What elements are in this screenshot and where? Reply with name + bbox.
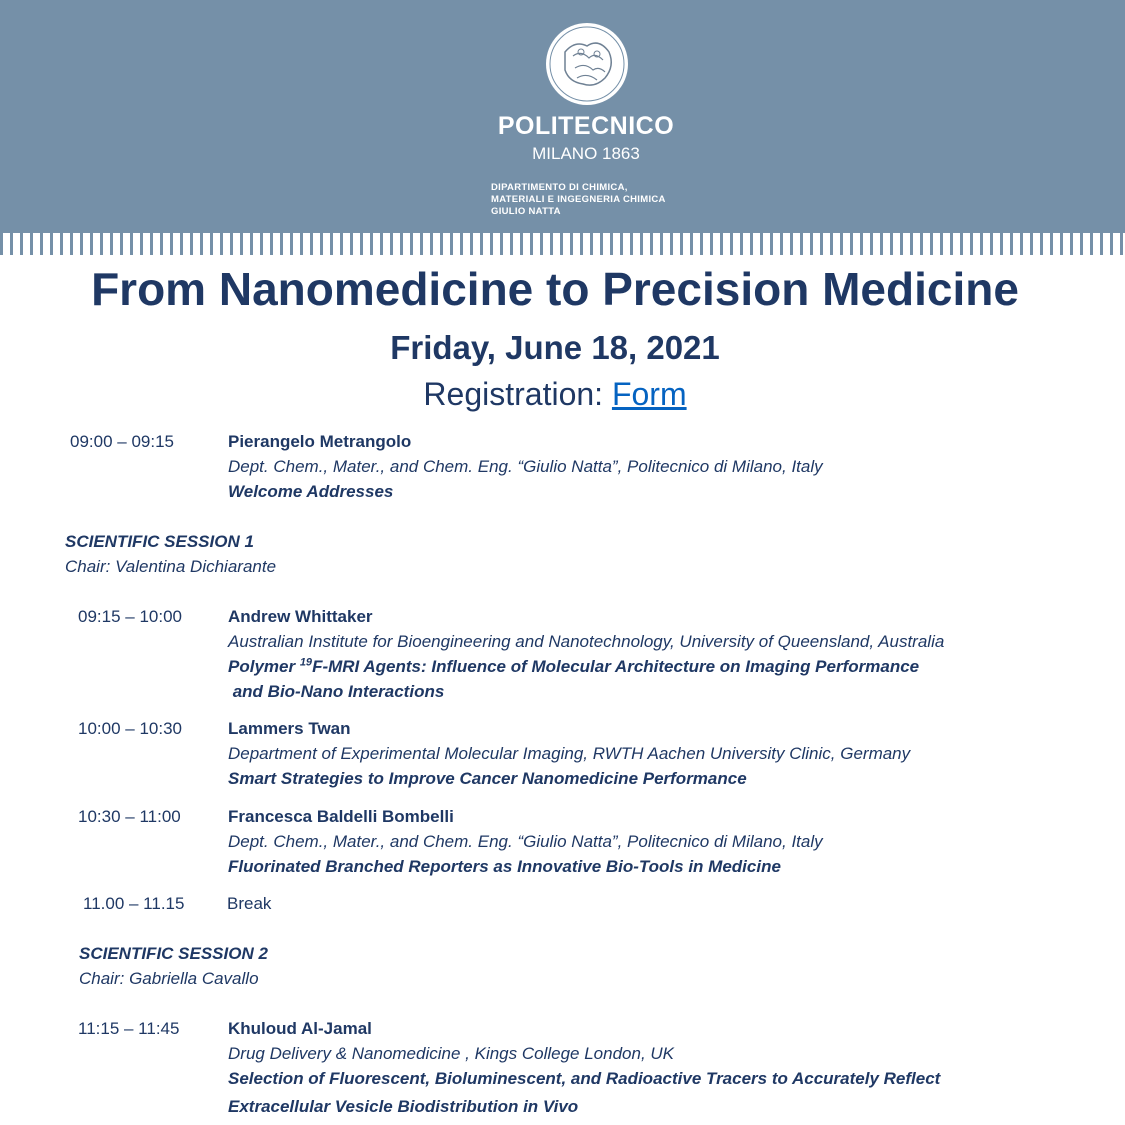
- talk-speaker: Andrew Whittaker: [228, 607, 373, 626]
- talk-time: 09:15 – 10:00: [78, 607, 182, 626]
- talk-title-line-1: F-MRI Agents: Influence of Molecular Architecture on Imaging Performance: [312, 657, 920, 676]
- talk-title-line-1: Selection of Fluorescent, Bioluminescent, and Radioactive Tracers to Accurately Reflect: [228, 1069, 941, 1088]
- talk-time: 10:00 – 10:30: [78, 719, 182, 738]
- talk-speaker: Lammers Twan: [228, 719, 351, 738]
- talk-affiliation: Drug Delivery & Nanomedicine , Kings College London, UK: [228, 1044, 675, 1063]
- registration-form-link[interactable]: Form: [611, 376, 687, 412]
- talk-title-prefix: Polymer: [228, 657, 300, 676]
- talk-affiliation: Department of Experimental Molecular Imaging, RWTH Aachen University Clinic, Germany: [228, 744, 911, 763]
- break-time: 11.00 – 11.15: [83, 894, 185, 913]
- header-banner: [0, 0, 1125, 233]
- break-label: Break: [227, 894, 272, 913]
- talk-title-line-2: Extracellular Vesicle Biodistribution in Vivo: [228, 1097, 579, 1116]
- talk-affiliation: Dept. Chem., Mater., and Chem. Eng. “Giulio Natta”, Politecnico di Milano, Italy: [228, 832, 823, 851]
- registration-line: [0, 376, 1110, 413]
- session-2-title: SCIENTIFIC SESSION 2: [79, 944, 268, 963]
- talk-title-line-2: and Bio-Nano Interactions: [228, 682, 445, 701]
- session-1-chair: Chair: Valentina Dichiarante: [65, 557, 277, 576]
- event-date: Friday, June 18, 2021: [390, 329, 720, 366]
- opening-time: 09:00 – 09:15: [70, 432, 174, 451]
- opening-speaker: Pierangelo Metrangolo: [228, 432, 412, 451]
- event-title: From Nanomedicine to Precision Medicine: [91, 263, 1019, 315]
- talk-time: 11:15 – 11:45: [78, 1019, 180, 1038]
- decorative-tick-border: [0, 233, 1125, 255]
- session-2-chair: Chair: Gabriella Cavallo: [79, 969, 259, 988]
- university-name: POLITECNICO: [497, 112, 675, 140]
- department-line-3: GIULIO NATTA: [491, 206, 561, 217]
- opening-talk-title: Welcome Addresses: [228, 482, 394, 501]
- department-line-2: MATERIALI E INGEGNERIA CHIMICA: [491, 194, 666, 205]
- talk-title: Smart Strategies to Improve Cancer Nanomedicine Performance: [228, 769, 747, 788]
- talk-speaker: Francesca Baldelli Bombelli: [228, 807, 454, 826]
- talk-time: 10:30 – 11:00: [78, 807, 181, 826]
- talk-affiliation: Australian Institute for Bioengineering and Nanotechnology, University of Queensland, Australia: [228, 632, 945, 651]
- university-city-year: MILANO 1863: [532, 144, 640, 163]
- talk-title: [228, 657, 919, 677]
- opening-affiliation: Dept. Chem., Mater., and Chem. Eng. “Giulio Natta”, Politecnico di Milano, Italy: [228, 457, 823, 476]
- talk-speaker: Khuloud Al-Jamal: [228, 1019, 372, 1038]
- politecnico-seal-logo: [545, 22, 629, 106]
- department-line-1: DIPARTIMENTO DI CHIMICA,: [491, 182, 628, 193]
- talk-title-superscript: 19: [299, 656, 313, 669]
- registration-label: Registration:: [423, 376, 612, 412]
- session-1-title: SCIENTIFIC SESSION 1: [65, 532, 254, 551]
- talk-title: Fluorinated Branched Reporters as Innovative Bio-Tools in Medicine: [228, 857, 781, 876]
